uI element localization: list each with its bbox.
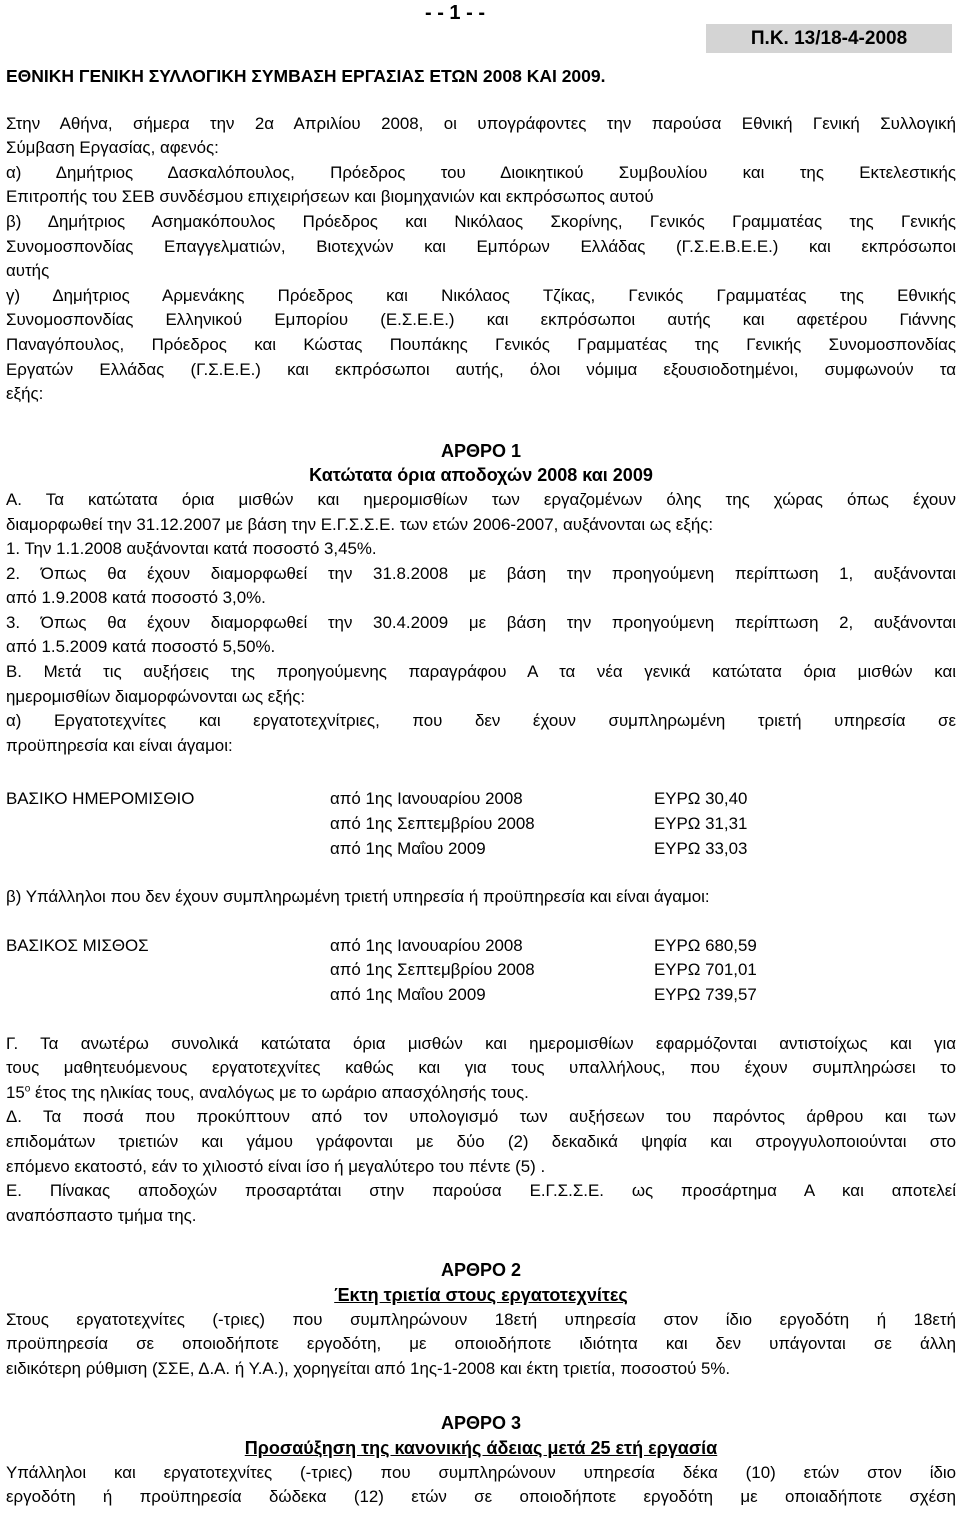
article-1-line: 2. Όπως θα έχουν διαμορφωθεί την 31.8.2008 με βάση την προηγούμενη περίπτωση 1, αυξάνονται	[6, 563, 956, 583]
article-3-line: Υπάλληλοι και εργατοτεχνίτες (-τριες) που συμπληρώνουν υπηρεσία δέκα (10) ετών στον ίδιο	[6, 1462, 956, 1482]
page-number: - - 1 - -	[425, 2, 485, 24]
monthly-salary-label: ΒΑΣΙΚΟΣ ΜΙΣΘΟΣ	[6, 935, 149, 955]
ordinal-superscript: ο	[24, 1083, 31, 1095]
wage-amount: ΕΥΡΩ 31,31	[654, 814, 748, 834]
age-number: 15	[6, 1082, 25, 1102]
wage-row	[6, 787, 956, 812]
article-1-line: 3. Όπως θα έχουν διαμορφωθεί την 30.4.2009 με βάση την προηγούμενη περίπτωση 2, αυξάνονται	[6, 612, 956, 632]
document-title: ΕΘΝΙΚΗ ΓΕΝΙΚΗ ΣΥΛΛΟΓΙΚΗ ΣΥΜΒΑΣΗ ΕΡΓΑΣΙΑΣ ΕΤΩΝ 2008 ΚΑΙ 2009.	[6, 66, 606, 86]
salary-period: από 1ης Ιανουαρίου 2008	[330, 935, 523, 955]
paragraph-d-line: Δ. Τα ποσά που προκύπτουν από τον υπολογισμό των αυξήσεων του παρόντος άρθρου και των	[6, 1107, 956, 1127]
paragraph-g-line: Γ. Τα ανωτέρω συνολικά κατώτατα όρια μισθών και ημερομισθίων εφαρμόζονται αντιστοίχως και για	[6, 1033, 956, 1053]
article-1-line: ημερομισθίων διαμορφώνονται ως εξής:	[6, 686, 306, 706]
intro-line: Συνομοσπονδίας Ελληνικού Εμπορίου (Ε.Σ.Ε.Ε.) και εκπρόσωποι αυτής και αφετέρου Γιάννης	[6, 310, 956, 330]
paragraph-g-rest: έτος της ηλικίας τους, αναλόγως με το ωράριο απασχόλησής τους.	[30, 1082, 529, 1102]
article-1-line: από 1.5.2009 κατά ποσοστό 5,50%.	[6, 637, 276, 657]
article-2-line: προϋπηρεσία σε οποιοδήποτε εργοδότη, με οποιοδήποτε ιδιότητα και δεν υπάγονται σε άλλη	[6, 1334, 956, 1354]
paragraph-d-line: επιδομάτων τριετιών και γάμου γράφονται με δύο (2) δεκαδικά ψηφία και στρογγυλοποιούνται στο	[6, 1131, 956, 1151]
article-1-line: α) Εργατοτεχνίτες και εργατοτεχνίτριες, που δεν έχουν συμπληρωμένη τριετή υπηρεσία σε	[6, 711, 956, 731]
article-2	[6, 1258, 956, 1381]
article-3-subheading: Προσαύξηση της κανονικής άδειας μετά 25 ετή εργασία	[244, 1437, 718, 1458]
wage-period: από 1ης Ιανουαρίου 2008	[330, 789, 523, 809]
paragraph-g-line	[6, 1081, 956, 1106]
salary-amount: ΕΥΡΩ 680,59	[654, 935, 757, 955]
wage-amount: ΕΥΡΩ 30,40	[654, 789, 748, 809]
salary-row	[6, 958, 956, 983]
document-body	[6, 64, 956, 1510]
intro-line: Εργατών Ελλάδας (Γ.Σ.Ε.Ε.) και εκπρόσωποι αυτής, όλοι νόμιμα εξουσιοδοτημένοι, συμφωνούν τα	[6, 359, 956, 379]
paragraph-e-line: Ε. Πίνακας αποδοχών προσαρτάται στην παρούσα Ε.Γ.Σ.Σ.Ε. ως προσάρτημα Α και αποτελεί	[6, 1181, 956, 1201]
article-3-heading: ΑΡΘΡΟ 3	[440, 1413, 522, 1434]
article-1-line: προϋπηρεσία και είναι άγαμοι:	[6, 735, 233, 755]
article-1-subheading: Κατώτατα όρια αποδοχών 2008 και 2009	[309, 465, 653, 486]
salary-period: από 1ης Σεπτεμβρίου 2008	[330, 960, 535, 980]
page-header	[0, 0, 960, 60]
paragraph-d-line: επόμενο εκατοστό, εάν το χιλιοστό είναι ίσο ή μεγαλύτερο του πέντε (5) .	[6, 1156, 546, 1176]
salary-amount: ΕΥΡΩ 701,01	[654, 960, 757, 980]
intro-line: Επιτροπής του ΣΕΒ συνδέσμου επιχειρήσεων και βιομηχανιών και εκπρόσωπος αυτού	[6, 187, 654, 207]
article-1-heading: ΑΡΘΡΟ 1	[440, 440, 522, 461]
salary-row	[6, 934, 956, 959]
article-1-line: 1. Την 1.1.2008 αυξάνονται κατά ποσοστό 3,45%.	[6, 539, 377, 559]
article-3	[6, 1411, 956, 1509]
employees-line: β) Υπάλληλοι που δεν έχουν συμπληρωμένη τριετή υπηρεσία ή προϋπηρεσία και είναι άγαμοι:	[6, 887, 710, 907]
intro-line: β) Δημήτριος Ασημακόπουλος Πρόεδρος και Νικόλαος Σκορίνης, Γενικός Γραμματέας της Γενικής	[6, 211, 956, 231]
wage-row	[6, 837, 956, 862]
monthly-salary-table	[6, 934, 956, 1008]
daily-wage-table	[6, 787, 956, 861]
intro-line: εξής:	[6, 384, 44, 404]
document-reference-badge: Π.Κ. 13/18-4-2008	[706, 24, 952, 53]
article-1-line: από 1.9.2008 κατά ποσοστό 3,0%.	[6, 588, 266, 608]
intro-line: Παναγόπουλος, Πρόεδρος και Κώστας Πουπάκης Γενικός Γραμματέας της Γενικής Συνομοσπονδίας	[6, 334, 956, 354]
wage-amount: ΕΥΡΩ 33,03	[654, 838, 748, 858]
article-2-line: Στους εργατοτεχνίτες (-τριες) που συμπληρώνουν 18ετή υπηρεσία στον ίδιο εργοδότη ή 18ετή	[6, 1309, 956, 1329]
wage-row	[6, 812, 956, 837]
intro-line: Σύμβαση Εργασίας, αφενός:	[6, 138, 219, 158]
wage-period: από 1ης Μαΐου 2009	[330, 838, 486, 858]
salary-row	[6, 983, 956, 1008]
article-3-line: εργοδότη ή προϋπηρεσία δώδεκα (12) ετών σε οποιοδήποτε εργοδότη με οποιαδήποτε σχέση	[6, 1487, 956, 1507]
salary-period: από 1ης Μαΐου 2009	[330, 985, 486, 1004]
paragraph-e-line: αναπόσπαστο τμήμα της.	[6, 1205, 197, 1225]
intro-section	[6, 112, 956, 407]
article-1	[6, 439, 956, 1229]
article-2-line: ειδικότερη ρύθμιση (ΣΣΕ, Δ.Α. ή Υ.Α.), χορηγείται από 1ης-1-2008 και έκτη τριετία, ποσοστού 5%.	[6, 1358, 731, 1378]
intro-line: α) Δημήτριος Δασκαλόπουλος, Πρόεδρος του Διοικητικού Συμβουλίου και της Εκτελεστικής	[6, 162, 956, 182]
intro-line: αυτής	[6, 261, 50, 281]
article-1-line: Β. Μετά τις αυξήσεις της προηγούμενης παραγράφου Α τα νέα γενικά κατώτατα όρια μισθών και	[6, 662, 956, 682]
intro-line: Στην Αθήνα, σήμερα την 2α Απριλίου 2008, οι υπογράφοντες την παρούσα Εθνική Γενική Συλλογική	[6, 113, 956, 133]
article-1-line: Α. Τα κατώτατα όρια μισθών και ημερομισθίων των εργαζομένων όλης της χώρας όπως έχουν	[6, 489, 956, 509]
article-2-heading: ΑΡΘΡΟ 2	[440, 1260, 522, 1281]
daily-wage-label: ΒΑΣΙΚΟ ΗΜΕΡΟΜΙΣΘΙΟ	[6, 789, 195, 809]
intro-line: γ) Δημήτριος Αρμενάκης Πρόεδρος και Νικόλαος Τζίκας, Γενικός Γραμματέας της Εθνικής	[6, 285, 956, 305]
paragraph-g-line: τους μαθητευόμενους εργατοτεχνίτες καθώς και για τους υπαλλήλους, που έχουν συμπληρώσει το	[6, 1058, 956, 1078]
intro-line: Συνομοσπονδίας Επαγγελματιών, Βιοτεχνών και Εμπόρων Ελλάδας (Γ.Σ.Ε.Β.Ε.Ε.) και εκπρόσωποι	[6, 236, 956, 256]
article-1-line: διαμορφωθεί την 31.12.2007 με βάση την Ε.Γ.Σ.Σ.Ε. των ετών 2006-2007, αυξάνονται ως εξής:	[6, 514, 714, 534]
article-2-subheading: Έκτη τριετία στους εργατοτεχνίτες	[334, 1284, 628, 1305]
salary-amount: ΕΥΡΩ 739,57	[654, 985, 757, 1004]
wage-period: από 1ης Σεπτεμβρίου 2008	[330, 814, 535, 834]
